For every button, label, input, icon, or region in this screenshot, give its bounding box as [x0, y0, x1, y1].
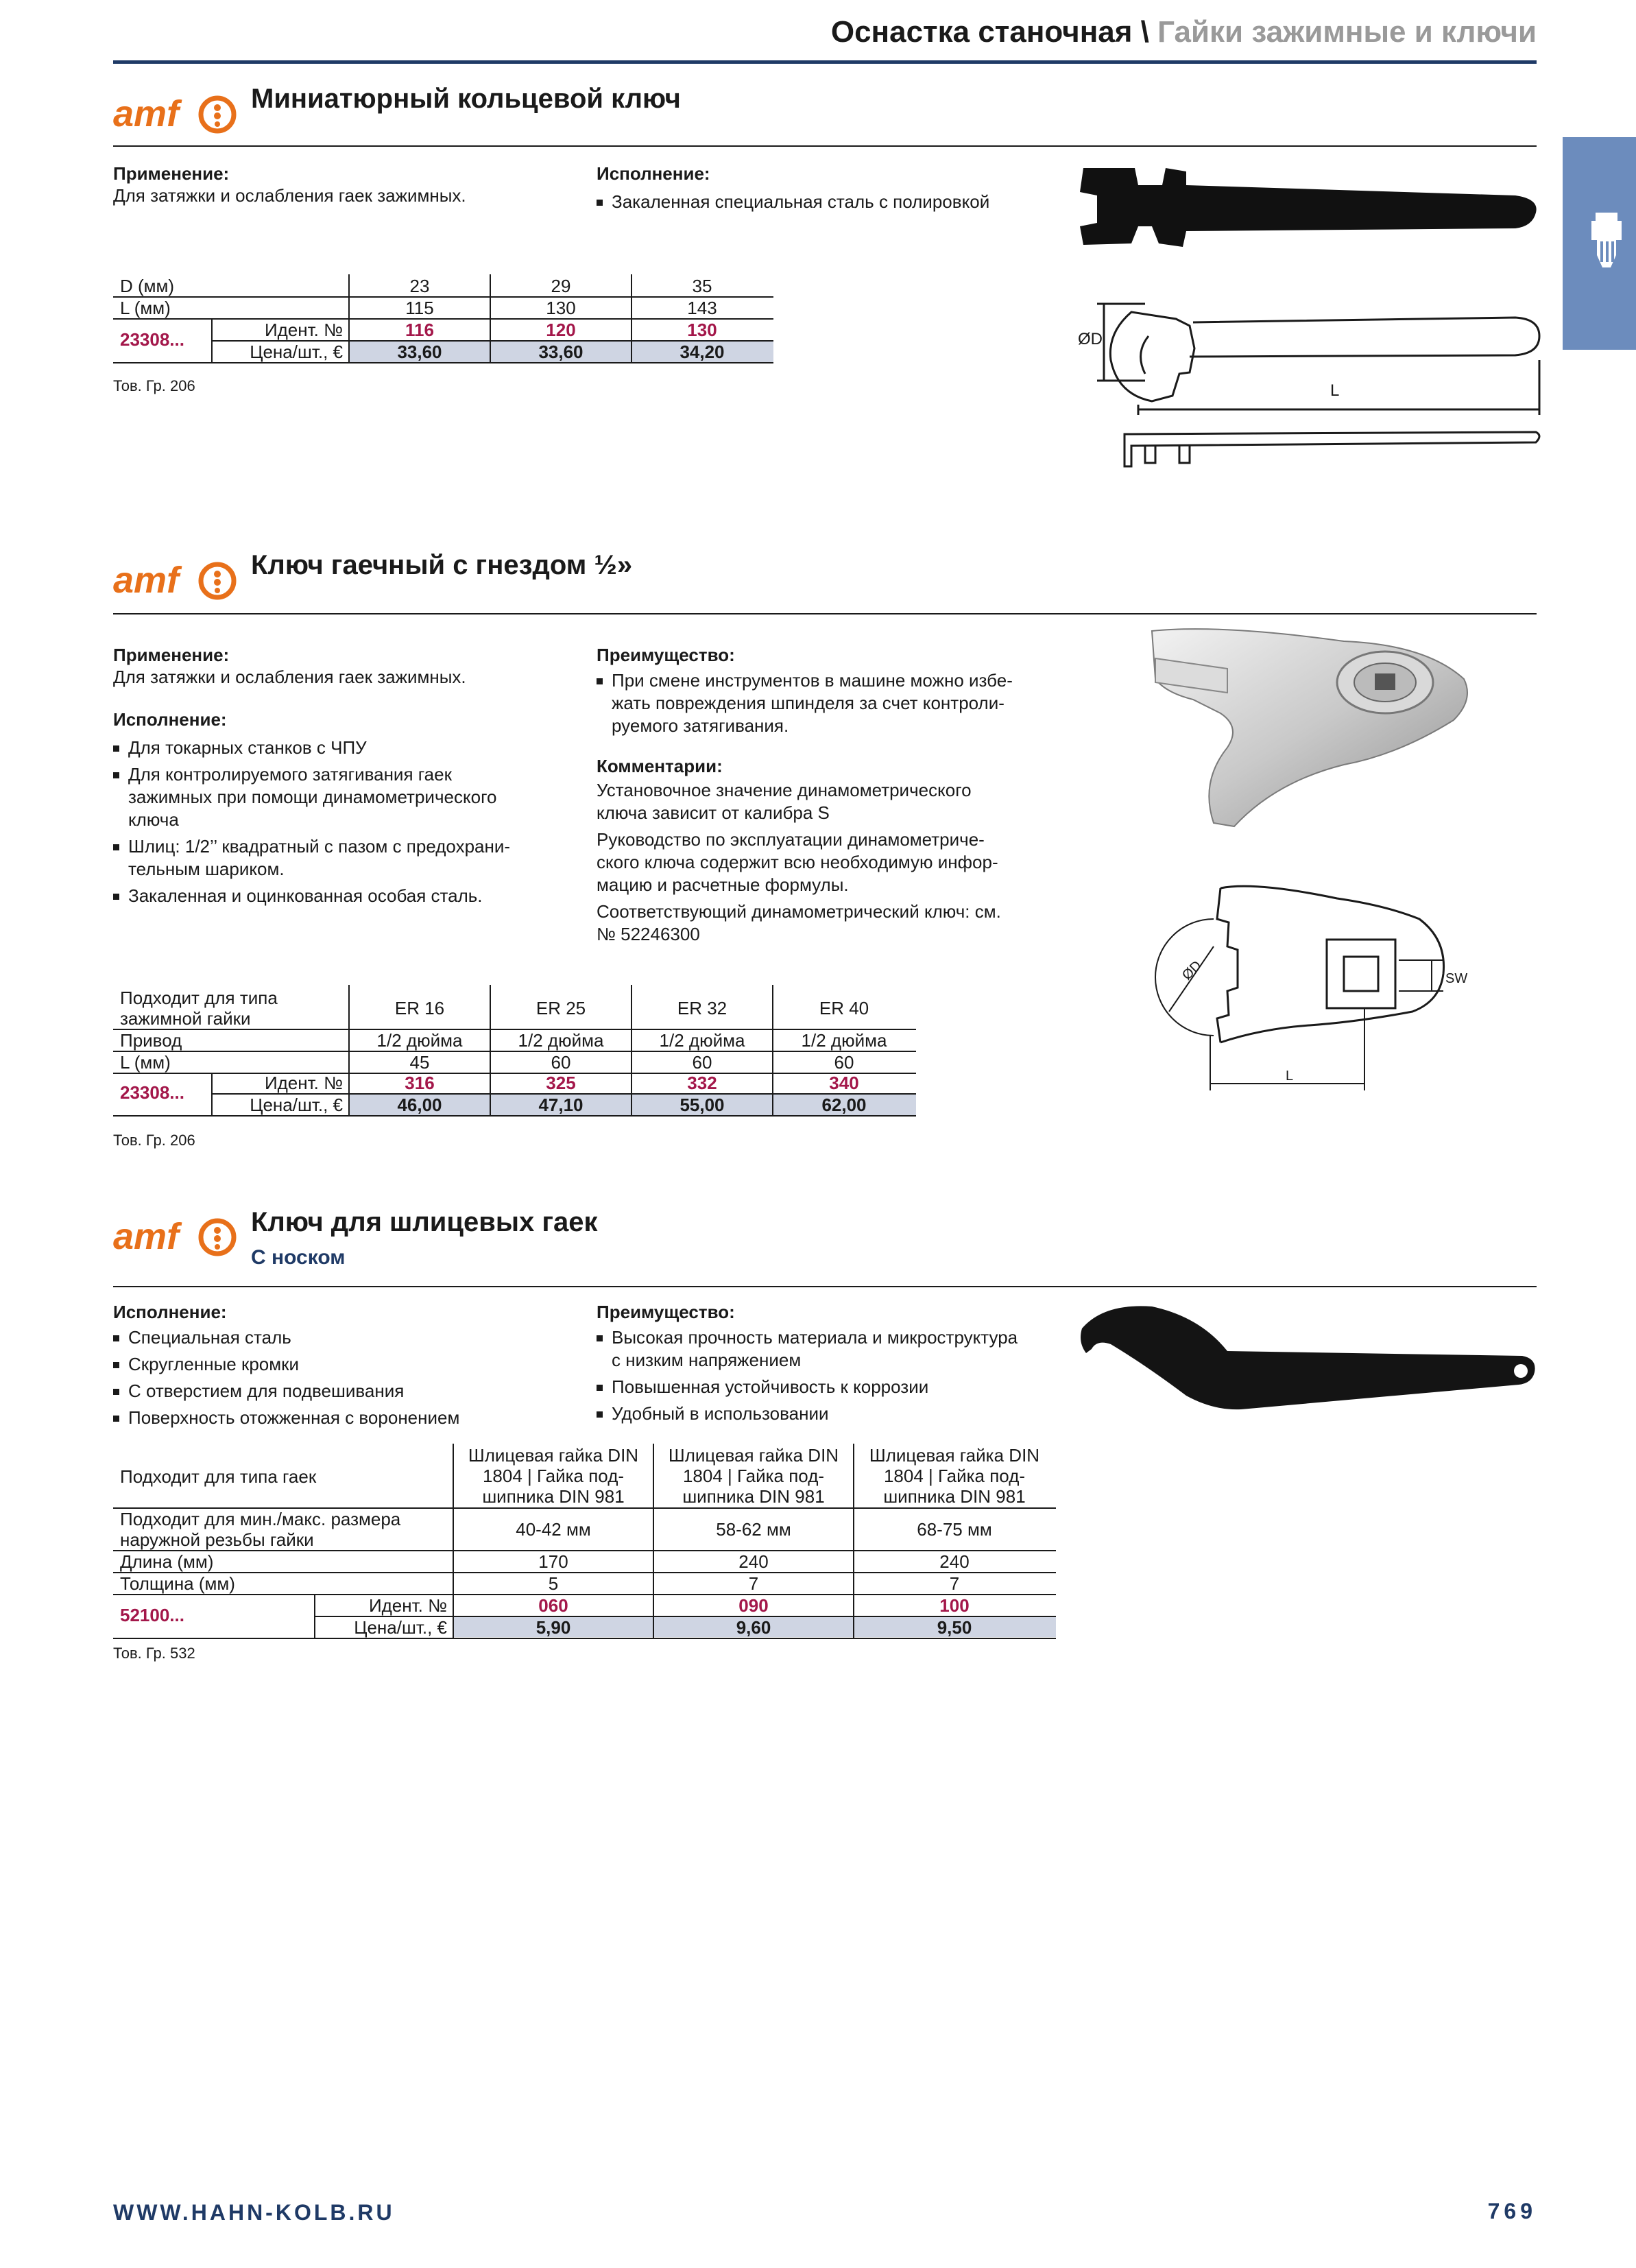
- table-cell: 45: [409, 1052, 430, 1073]
- list-item: Для токарных станков с ЧПУ: [113, 737, 510, 759]
- list-item: При смене инструментов в машине можно избе- жать повреждения шпинделя за счет контроли- руемого затягивания.: [597, 669, 1013, 737]
- list-item: Скругленные кромки: [113, 1353, 459, 1376]
- dim-d-label: ØD: [1078, 330, 1103, 348]
- execution-heading: Исполнение:: [113, 1302, 227, 1322]
- amf-logo: [113, 561, 237, 601]
- list-item: Шлиц: 1/2’’ квадратный с пазом с предохрани- тельным шариком.: [113, 835, 510, 881]
- section-rule: [113, 1286, 1537, 1287]
- row-label-type: Подходит для типа зажимной гайки: [120, 988, 278, 1029]
- amf-logo: [113, 95, 237, 134]
- list-item: Закаленная специальная сталь с полировкой: [597, 191, 989, 213]
- table-cell: 1/2 дюйма: [518, 1030, 604, 1051]
- article-number: 23308...: [120, 329, 184, 350]
- table-cell: 60: [551, 1052, 571, 1073]
- list-item: Для контролируемого затягивания гаек зажимных при помощи динамометрического ключа: [113, 763, 510, 831]
- table-cell: Шлицевая гайка DIN 1804 | Гайка под- шипника DIN 981: [869, 1445, 1040, 1507]
- ident-cell: 100: [939, 1595, 970, 1616]
- svg-text:amf: amf: [113, 1217, 180, 1257]
- table-cell: Шлицевая гайка DIN 1804 | Гайка под- шипника DIN 981: [468, 1445, 639, 1507]
- table-cell: 7: [748, 1573, 759, 1594]
- dim-d-label: ØD: [1179, 957, 1205, 983]
- ident-cell: 332: [687, 1073, 717, 1093]
- dim-l-label: L: [1330, 381, 1340, 400]
- row-label-l: L (мм): [120, 1052, 171, 1073]
- article-number: 52100...: [120, 1605, 184, 1625]
- side-tab[interactable]: [1563, 137, 1636, 350]
- dim-l-label: L: [1286, 1069, 1294, 1084]
- list-item: Специальная сталь: [113, 1326, 459, 1349]
- product-group: Тов. Гр. 206: [113, 1132, 195, 1149]
- advantage-list: [597, 669, 1013, 741]
- footer-url[interactable]: WWW.HAHN-KOLB.RU: [113, 2200, 395, 2225]
- comments-text: Установочное значение динамометрического ключа зависит от калибра S Руководство по эксплуатации динамометриче- ского ключа содержит всю необходимую инфор- мацию и расчетные формулы. Соответствующий динамометрический ключ: см. № 52246300: [597, 780, 1001, 944]
- page-header: [831, 15, 1537, 49]
- ident-cell: 120: [546, 320, 576, 340]
- price-cell: 47,10: [538, 1095, 584, 1115]
- amf-logo: [113, 1217, 237, 1257]
- list-item: Удобный в использовании: [597, 1402, 1018, 1425]
- header-separator: \: [1140, 15, 1149, 49]
- table-cell: 35: [692, 276, 712, 296]
- ident-cell: 116: [405, 320, 434, 340]
- application-text: Для затяжки и ослабления гаек зажимных.: [113, 667, 466, 687]
- list-item: Повышенная устойчивость к коррозии: [597, 1376, 1018, 1398]
- header-sub: Гайки зажимные и ключи: [1157, 15, 1537, 49]
- product-group: Тов. Гр. 206: [113, 377, 195, 394]
- table-cell: Шлицевая гайка DIN 1804 | Гайка под- шипника DIN 981: [668, 1445, 839, 1507]
- execution-heading: Исполнение:: [597, 163, 710, 184]
- application-heading: Применение:: [113, 645, 230, 665]
- price-cell: 33,60: [538, 342, 584, 362]
- table-cell: 23: [409, 276, 430, 296]
- execution-list: [113, 1326, 459, 1433]
- table-cell: 1/2 дюйма: [801, 1030, 887, 1051]
- product-group: Тов. Гр. 532: [113, 1645, 195, 1662]
- advantage-heading: Преимущество:: [597, 1302, 735, 1322]
- page-number: 769: [1487, 2199, 1537, 2223]
- socket-wrench-image: [1138, 617, 1488, 1111]
- price-cell: 34,20: [679, 342, 725, 362]
- table-cell: 240: [738, 1551, 769, 1572]
- table-cell: 115: [405, 298, 434, 318]
- header-rule: [113, 60, 1537, 64]
- ident-cell: 340: [829, 1073, 859, 1093]
- table-cell: 58-62 мм: [716, 1519, 791, 1540]
- section-title: Ключ для шлицевых гаек: [251, 1207, 598, 1237]
- table-cell: 60: [692, 1052, 712, 1073]
- hook-wrench-image: [1076, 1300, 1543, 1413]
- execution-heading: Исполнение:: [113, 709, 227, 730]
- table-cell: 143: [687, 298, 717, 318]
- price-cell: 9,50: [937, 1617, 972, 1638]
- price-cell: 55,00: [679, 1095, 725, 1115]
- svg-text:amf: amf: [113, 561, 180, 601]
- table-cell: 40-42 мм: [516, 1519, 591, 1540]
- advantage-list: [597, 1326, 1018, 1429]
- ident-label: Идент. №: [264, 1073, 343, 1093]
- application-heading: Применение:: [113, 163, 230, 184]
- section-title: Миниатюрный кольцевой ключ: [251, 84, 681, 114]
- table-cell: 60: [834, 1052, 854, 1073]
- price-label: Цена/шт., €: [354, 1617, 447, 1638]
- table-cell: 130: [546, 298, 576, 318]
- section-rule: [113, 613, 1537, 614]
- table-cell: ER 32: [677, 998, 727, 1018]
- list-item: Поверхность отожженная с воронением: [113, 1407, 459, 1429]
- row-label-d: D (мм): [120, 276, 175, 296]
- table-cell: 240: [939, 1551, 970, 1572]
- chuck-icon: [1563, 137, 1636, 350]
- list-item: Высокая прочность материала и микроструктура с низким напряжением: [597, 1326, 1018, 1372]
- ident-label: Идент. №: [368, 1595, 447, 1616]
- price-label: Цена/шт., €: [250, 1095, 343, 1115]
- ident-cell: 060: [538, 1595, 568, 1616]
- table-cell: ER 40: [819, 998, 869, 1018]
- table-cell: 29: [551, 276, 571, 296]
- comments-heading: Комментарии:: [597, 756, 723, 776]
- ring-wrench-image: [1070, 154, 1543, 477]
- dim-sw-label: SW: [1445, 971, 1468, 986]
- ident-label: Идент. №: [264, 320, 343, 340]
- list-item: Закаленная и оцинкованная особая сталь.: [113, 885, 510, 907]
- row-label-thickness: Толщина (мм): [120, 1573, 235, 1594]
- table-cell: 68-75 мм: [917, 1519, 992, 1540]
- section-rule: [113, 145, 1537, 147]
- price-cell: 46,00: [397, 1095, 442, 1115]
- header-main: Оснастка станочная: [830, 15, 1133, 49]
- section-subtitle: С носком: [251, 1246, 346, 1269]
- ident-cell: 325: [546, 1073, 576, 1093]
- price-cell: 62,00: [821, 1095, 867, 1115]
- svg-text:amf: amf: [113, 95, 180, 134]
- application-text: Для затяжки и ослабления гаек зажимных.: [113, 185, 466, 206]
- row-label-type: Подходит для типа гаек: [120, 1466, 317, 1487]
- table-cell: 5: [548, 1573, 559, 1594]
- section-title: Ключ гаечный с гнездом ½»: [251, 550, 633, 580]
- execution-list: [597, 191, 989, 217]
- table-cell: 170: [538, 1551, 568, 1572]
- table-cell: ER 16: [394, 998, 445, 1018]
- row-label-length: Длина (мм): [120, 1551, 214, 1572]
- price-cell: 33,60: [397, 342, 442, 362]
- execution-list: [113, 737, 510, 911]
- table-cell: 7: [949, 1573, 960, 1594]
- price-cell: 9,60: [736, 1617, 771, 1638]
- table-cell: ER 25: [536, 998, 586, 1018]
- advantage-heading: Преимущество:: [597, 645, 735, 665]
- table-cell: 1/2 дюйма: [659, 1030, 745, 1051]
- list-item: С отверстием для подвешивания: [113, 1380, 459, 1402]
- table-cell: 1/2 дюйма: [376, 1030, 463, 1051]
- price-label: Цена/шт., €: [250, 342, 343, 362]
- ident-cell: 316: [405, 1073, 435, 1093]
- ident-cell: 130: [687, 320, 717, 340]
- row-label-size: Подходит для мин./макс. размера наружной резьбы гайки: [120, 1509, 401, 1550]
- row-label-l: L (мм): [120, 298, 171, 318]
- ident-cell: 090: [738, 1595, 769, 1616]
- price-cell: 5,90: [536, 1617, 571, 1638]
- row-label-drive: Привод: [120, 1030, 182, 1051]
- article-number: 23308...: [120, 1082, 184, 1103]
